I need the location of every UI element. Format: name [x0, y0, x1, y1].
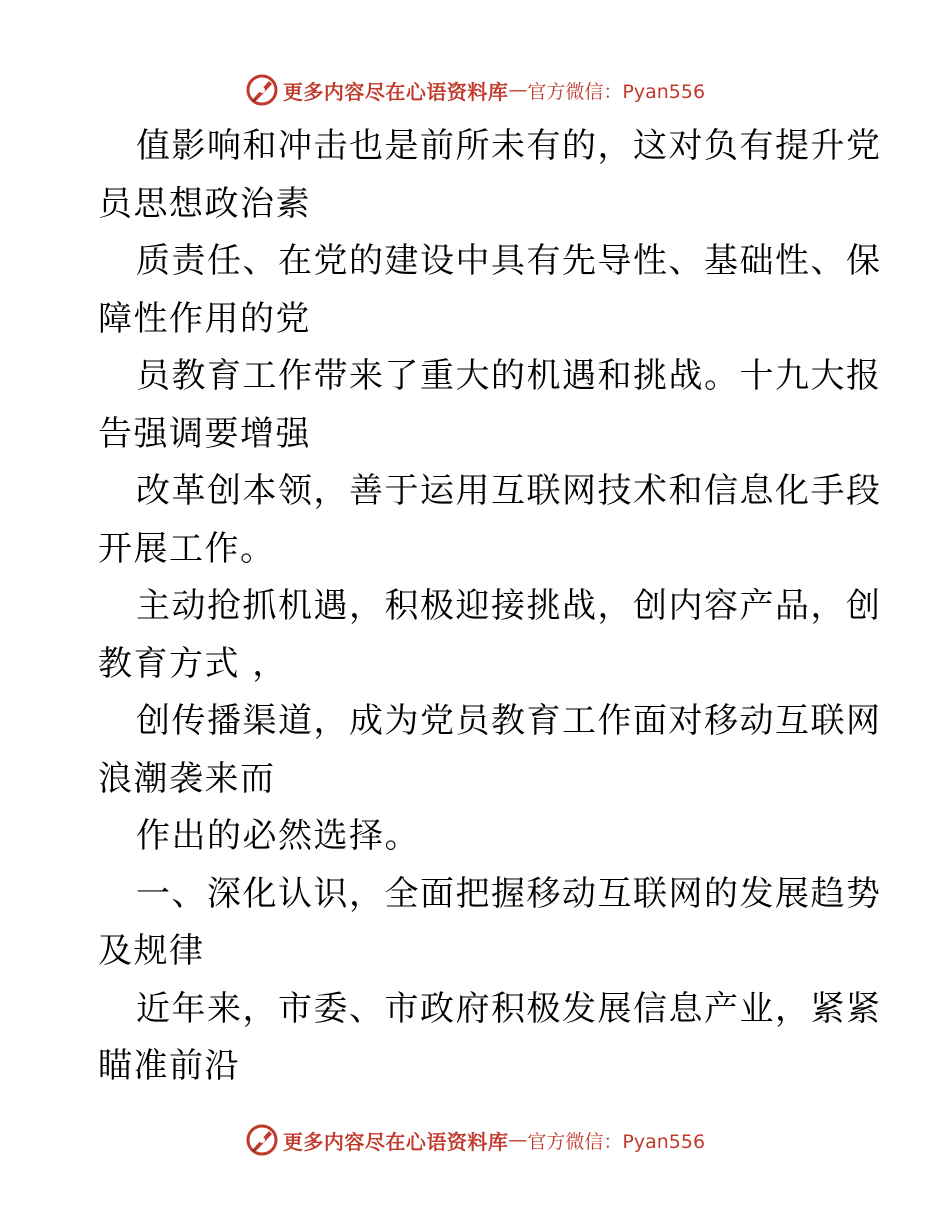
- footer-watermark: [0, 1120, 950, 1160]
- quill-logo-icon: [245, 1123, 279, 1157]
- text-line: 瞄准前沿: [98, 1046, 240, 1086]
- document-body: [98, 118, 882, 1096]
- text-line: 改革创本领，善于运用互联网技术和信息化手段: [136, 471, 882, 511]
- text-line: 员思想政治素: [98, 183, 311, 224]
- text-line: 创传播渠道，成为党员教育工作面对移动互联网: [136, 701, 882, 741]
- watermark-wechat: 官方微信：Pyan556: [527, 80, 706, 103]
- header-watermark: [0, 70, 950, 110]
- text-line: 告强调要增强: [98, 413, 311, 454]
- watermark-wechat: 官方微信：Pyan556: [527, 1130, 706, 1153]
- watermark-site-text: 更多内容尽在心语资料库: [282, 1129, 509, 1154]
- text-line: 近年来，市委、市政府积极发展信息产业，紧紧: [136, 988, 882, 1029]
- text-line: 及规律: [98, 931, 205, 971]
- text-line: 一、深化认识，全面把握移动互联网的发展趋势: [136, 873, 882, 914]
- text-line: 主动抢抓机遇，积极迎接挑战，创内容产品，创: [136, 586, 882, 626]
- quill-logo-icon: [245, 73, 279, 107]
- text-line: 值影响和冲击也是前所未有的，这对负有提升党: [136, 126, 882, 166]
- text-line: 员教育工作带来了重大的机遇和挑战。十九大报: [136, 356, 882, 396]
- text-line: 教育方式 ，: [98, 643, 288, 684]
- text-line: 作出的必然选择。: [136, 816, 420, 856]
- watermark-dash: —: [508, 79, 528, 101]
- text-line: 障性作用的党: [98, 298, 311, 339]
- watermark-dash: —: [508, 1129, 528, 1151]
- text-line: 浪潮袭来而: [98, 758, 276, 799]
- watermark-site-text: 更多内容尽在心语资料库: [282, 79, 509, 104]
- text-line: 质责任、在党的建设中具有先导性、基础性、保: [136, 241, 882, 281]
- text-line: 开展工作。: [98, 528, 276, 569]
